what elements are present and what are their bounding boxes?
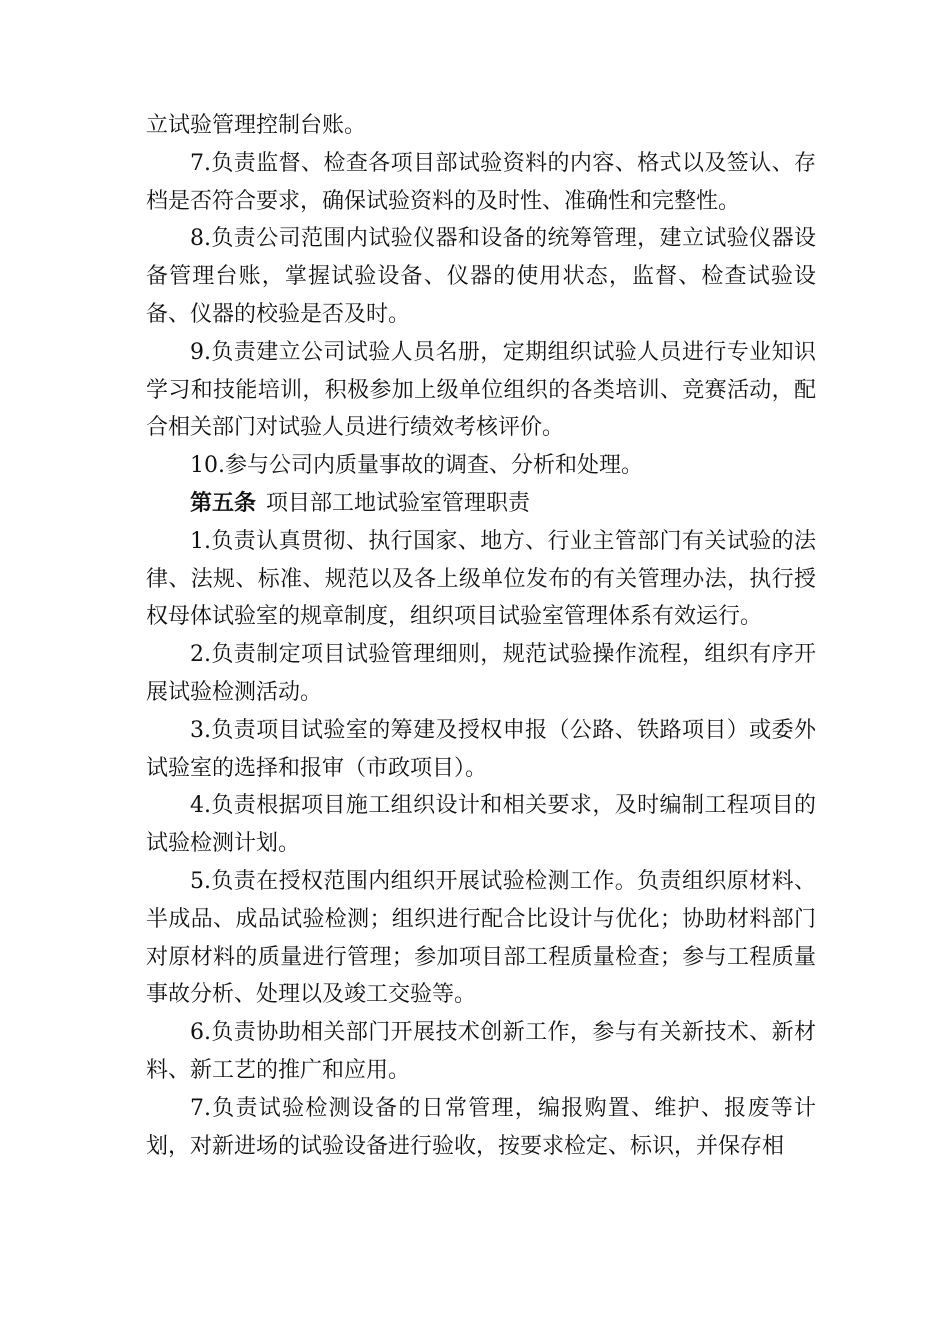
- paragraph-item-9: 9.负责建立公司试验人员名册，定期组织试验人员进行专业知识学习和技能培训，积极参加上级单位组织的各类培训、竞赛活动，配合相关部门对试验人员进行绩效考核评价。: [146, 339, 816, 441]
- section-item-5: 5.负责在授权范围内组织开展试验检测工作。负责组织原材料、半成品、成品试验检测；组织进行配合比设计与优化；协助材料部门对原材料的质量进行管理；参加项目部工程质量检查；参与工程质量事故分析、处理以及竣工交验等。: [146, 868, 816, 1008]
- section-item-7: 7.负责试验检测设备的日常管理，编报购置、维护、报废等计划，对新进场的试验设备进行验收，按要求检定、标识，并保存相: [146, 1095, 816, 1159]
- paragraph-continuation: 立试验管理控制台账。: [146, 113, 367, 138]
- section-item-3: 3.负责项目试验室的筹建及授权申报（公路、铁路项目）或委外试验室的选择和报审（市政项目）。: [146, 717, 816, 781]
- section-item-1: 1.负责认真贯彻、执行国家、地方、行业主管部门有关试验的法律、法规、标准、规范以及各上级单位发布的有关管理办法，执行授权母体试验室的规章制度，组织项目试验室管理体系有效运行。: [146, 528, 816, 630]
- section-item-6: 6.负责协助相关部门开展技术创新工作，参与有关新技术、新材料、新工艺的推广和应用。: [146, 1020, 816, 1083]
- paragraph-item-7: 7.负责监督、检查各项目部试验资料的内容、格式以及签认、存档是否符合要求，确保试验资料的及时性、准确性和完整性。: [146, 150, 816, 214]
- section-item-2: 2.负责制定项目试验管理细则，规范试验操作流程，组织有序开展试验检测活动。: [146, 642, 816, 705]
- article-title: 项目部工地试验室管理职责: [266, 490, 531, 516]
- document-body: [146, 107, 816, 1165]
- section-heading: [146, 485, 816, 523]
- article-number: 第五条: [190, 490, 257, 516]
- paragraph-item-8: 8.负责公司范围内试验仪器和设备的统筹管理，建立试验仪器设备管理台账，掌握试验设备、仪器的使用状态，监督、检查试验设备、仪器的校验是否及时。: [146, 226, 816, 327]
- paragraph-item-10: 10.参与公司内质量事故的调查、分析和处理。: [190, 453, 643, 479]
- section-item-4: 4.负责根据项目施工组织设计和相关要求，及时编制工程项目的试验检测计划。: [146, 793, 816, 857]
